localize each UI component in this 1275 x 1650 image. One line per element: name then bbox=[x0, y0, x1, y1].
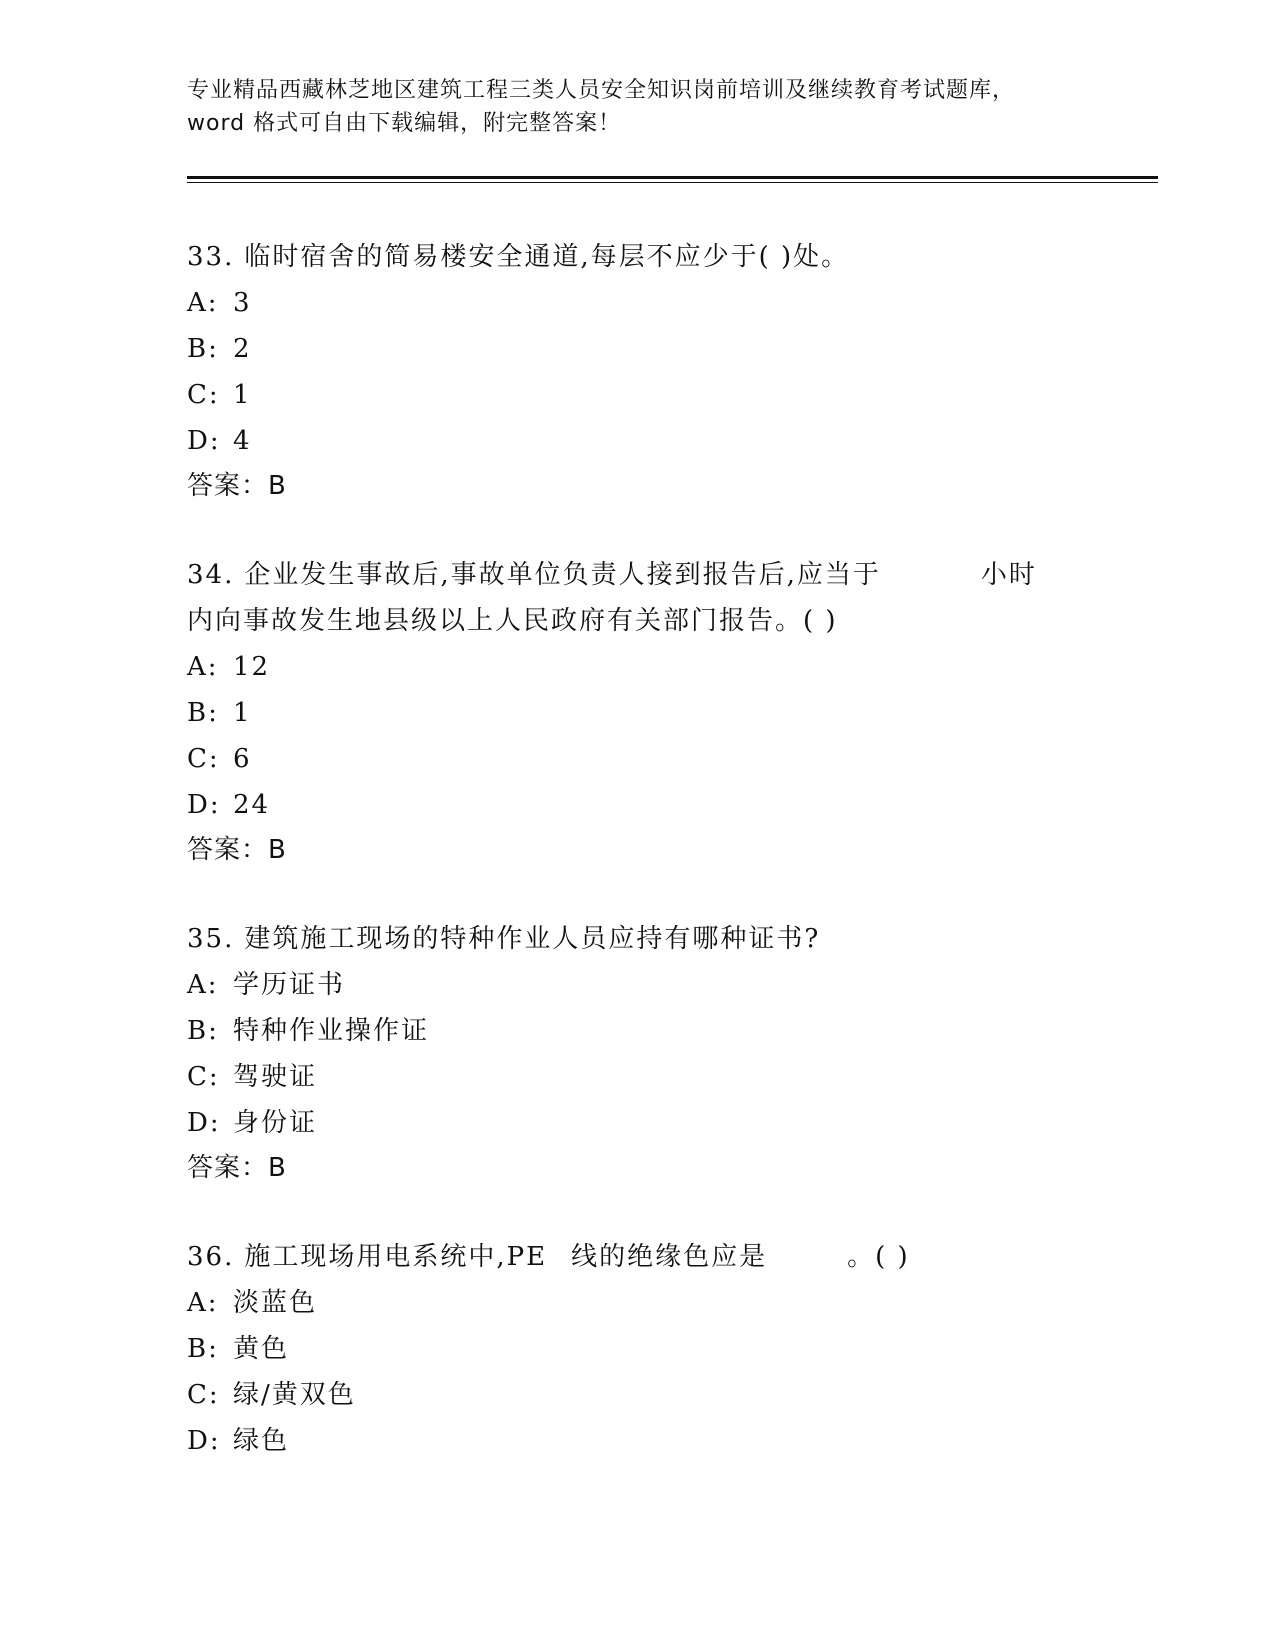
option-text: 淡蓝色 bbox=[233, 1288, 318, 1318]
question-text: 建筑施工现场的特种作业人员应持有哪种证书? bbox=[244, 924, 821, 954]
option-text: 4 bbox=[233, 426, 252, 456]
option-label: C: bbox=[187, 744, 220, 774]
option-a bbox=[187, 1280, 1137, 1326]
option-text: 12 bbox=[233, 652, 271, 682]
option-b bbox=[187, 690, 1137, 736]
header-divider-thin bbox=[187, 182, 1158, 183]
option-label: C: bbox=[187, 1380, 220, 1410]
answer-prefix: 答案： bbox=[187, 471, 269, 501]
option-a bbox=[187, 280, 1137, 326]
option-text: 24 bbox=[233, 790, 271, 820]
option-c bbox=[187, 1054, 1137, 1100]
option-text: 2 bbox=[233, 334, 252, 364]
option-text: 1 bbox=[233, 698, 252, 728]
question-stem bbox=[187, 234, 1137, 280]
question-number: 35. bbox=[187, 924, 235, 954]
option-text: 黄色 bbox=[233, 1334, 290, 1364]
option-label: B: bbox=[187, 698, 219, 728]
question-text: 临时宿舍的简易楼安全通道,每层不应少于( )处。 bbox=[244, 242, 850, 272]
header-line-2: word 格式可自由下载编辑，附完整答案！ bbox=[187, 111, 622, 136]
option-label: A: bbox=[187, 288, 219, 318]
question-text: 。( ) bbox=[847, 1242, 910, 1272]
option-a bbox=[187, 962, 1137, 1008]
question-number: 33. bbox=[187, 242, 235, 272]
option-label: A: bbox=[187, 652, 219, 682]
option-label: B: bbox=[187, 1016, 219, 1046]
option-label: C: bbox=[187, 1062, 220, 1092]
question-35 bbox=[187, 916, 1137, 1191]
option-label: D: bbox=[187, 1108, 221, 1138]
option-text: 绿/黄双色 bbox=[233, 1380, 356, 1410]
option-d bbox=[187, 1100, 1137, 1146]
question-33 bbox=[187, 234, 1137, 509]
option-c bbox=[187, 1372, 1137, 1418]
answer-prefix: 答案： bbox=[187, 835, 269, 865]
option-label: A: bbox=[187, 1288, 219, 1318]
option-text: 1 bbox=[233, 380, 252, 410]
question-number: 36. bbox=[187, 1242, 235, 1272]
question-34 bbox=[187, 552, 1137, 873]
option-d bbox=[187, 782, 1137, 828]
option-c bbox=[187, 736, 1137, 782]
option-b bbox=[187, 1326, 1137, 1372]
option-label: B: bbox=[187, 334, 219, 364]
question-text: 施工现场用电系统中,PE bbox=[244, 1242, 548, 1272]
option-text: 学历证书 bbox=[233, 970, 346, 1000]
option-d bbox=[187, 418, 1137, 464]
header-divider-thick bbox=[187, 176, 1158, 179]
option-a bbox=[187, 644, 1137, 690]
option-label: B: bbox=[187, 1334, 219, 1364]
question-number: 34. bbox=[187, 560, 235, 590]
document-header bbox=[187, 74, 1087, 140]
option-text: 绿色 bbox=[233, 1426, 290, 1456]
option-label: D: bbox=[187, 1426, 221, 1456]
answer-value: B bbox=[268, 835, 287, 865]
option-label: A: bbox=[187, 970, 219, 1000]
option-text: 6 bbox=[233, 744, 252, 774]
question-36 bbox=[187, 1234, 1137, 1464]
question-text: 内向事故发生地县级以上人民政府有关部门报告。( ) bbox=[187, 606, 838, 636]
header-line-1: 专业精品西藏林芝地区建筑工程三类人员安全知识岗前培训及继续教育考试题库， bbox=[187, 78, 1016, 103]
answer-prefix: 答案： bbox=[187, 1153, 269, 1183]
option-text: 驾驶证 bbox=[233, 1062, 318, 1092]
option-d bbox=[187, 1418, 1137, 1464]
option-text: 3 bbox=[233, 288, 252, 318]
option-label: D: bbox=[187, 426, 221, 456]
question-stem bbox=[187, 1234, 1137, 1280]
question-text: 小时 bbox=[980, 560, 1037, 590]
option-b bbox=[187, 1008, 1137, 1054]
question-text: 企业发生事故后,事故单位负责人接到报告后,应当于 bbox=[244, 560, 881, 590]
option-b bbox=[187, 326, 1137, 372]
option-label: D: bbox=[187, 790, 221, 820]
option-text: 特种作业操作证 bbox=[233, 1016, 430, 1046]
option-c bbox=[187, 372, 1137, 418]
answer-value: B bbox=[268, 1153, 287, 1183]
option-label: C: bbox=[187, 380, 220, 410]
question-stem bbox=[187, 552, 1137, 644]
answer-value: B bbox=[268, 471, 287, 501]
answer-line bbox=[187, 828, 1137, 873]
question-stem bbox=[187, 916, 1137, 962]
answer-line bbox=[187, 464, 1137, 509]
option-text: 身份证 bbox=[233, 1108, 318, 1138]
question-list bbox=[187, 234, 1137, 1507]
question-text: 线的绝缘色应是 bbox=[571, 1242, 768, 1272]
answer-line bbox=[187, 1146, 1137, 1191]
